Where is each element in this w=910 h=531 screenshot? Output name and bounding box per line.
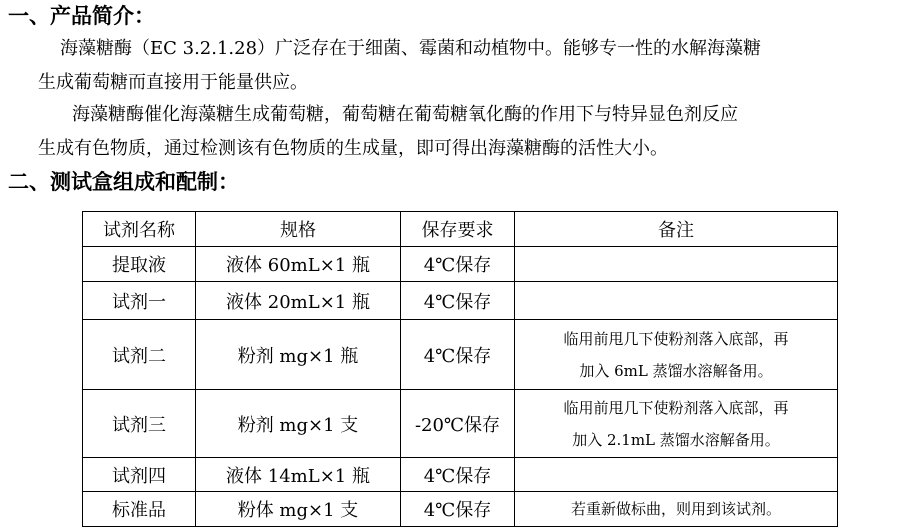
cell-reagent-name: 标准品: [83, 492, 196, 527]
cell-note: [515, 320, 838, 390]
table-row: [83, 320, 838, 390]
cell-storage: 4℃保存: [401, 320, 515, 390]
cell-note: [515, 492, 838, 527]
header-storage: 保存要求: [401, 212, 515, 247]
header-note: 备注: [515, 212, 838, 247]
intro-paragraph-2-line-1: 海藻糖酶催化海藻糖生成葡萄糖，葡萄糖在葡萄糖氧化酶的作用下与特异显色剂反应: [72, 104, 738, 125]
intro-paragraph-1-line-1: 海藻糖酶（EC 3.2.1.28）广泛存在于细菌、霉菌和动植物中。能够专一性的水解海藻糖: [60, 38, 762, 59]
table-row: [83, 247, 838, 282]
intro-paragraph-2-line-2: 生成有色物质，通过检测该有色物质的生成量，即可得出海藻糖酶的活性大小。: [38, 138, 668, 159]
cell-storage: 4℃保存: [401, 282, 515, 320]
note-line-1: 临用前甩几下使粉剂落入底部，再: [563, 398, 789, 417]
cell-note: [515, 282, 838, 320]
note-line-1: 若重新做标曲，则用到该试剂。: [570, 500, 781, 518]
table-header-row: [83, 212, 838, 247]
table-row: [83, 282, 838, 320]
table-row: [83, 492, 838, 527]
cell-storage: 4℃保存: [401, 247, 515, 282]
cell-reagent-name: 试剂三: [83, 390, 196, 458]
note-line-1: 临用前甩几下使粉剂落入底部，再: [563, 329, 789, 348]
table-row: [83, 390, 838, 458]
cell-note: [515, 390, 838, 458]
note-line-2: 加入 6mL 蒸馏水溶解备用。: [579, 361, 773, 380]
cell-reagent-name: 试剂一: [83, 282, 196, 320]
cell-reagent-name: 试剂四: [83, 458, 196, 492]
header-reagent-name: 试剂名称: [83, 212, 196, 247]
cell-storage: 4℃保存: [401, 492, 515, 527]
cell-storage: -20℃保存: [401, 390, 515, 458]
section-heading-kit-composition: 二、测试盒组成和配制：: [8, 170, 239, 194]
intro-paragraph-1: [38, 32, 902, 100]
cell-spec: 液体 60mL×1 瓶: [196, 247, 401, 282]
intro-paragraph-1-line-2: 生成葡萄糖而直接用于能量供应。: [38, 72, 308, 93]
cell-note: [515, 458, 838, 492]
cell-reagent-name: 提取液: [83, 247, 196, 282]
cell-spec: 粉体 mg×1 支: [196, 492, 401, 527]
cell-spec: 液体 20mL×1 瓶: [196, 282, 401, 320]
header-spec: 规格: [196, 212, 401, 247]
reagent-table: [82, 211, 838, 527]
cell-spec: 液体 14mL×1 瓶: [196, 458, 401, 492]
note-line-2: 加入 2.1mL 蒸馏水溶解备用。: [572, 430, 780, 449]
section-heading-product-intro: 一、产品简介：: [8, 4, 155, 28]
cell-storage: 4℃保存: [401, 458, 515, 492]
cell-spec: 粉剂 mg×1 瓶: [196, 320, 401, 390]
cell-spec: 粉剂 mg×1 支: [196, 390, 401, 458]
table-row: [83, 458, 838, 492]
cell-note: [515, 247, 838, 282]
intro-paragraph-2: [38, 98, 902, 166]
cell-reagent-name: 试剂二: [83, 320, 196, 390]
